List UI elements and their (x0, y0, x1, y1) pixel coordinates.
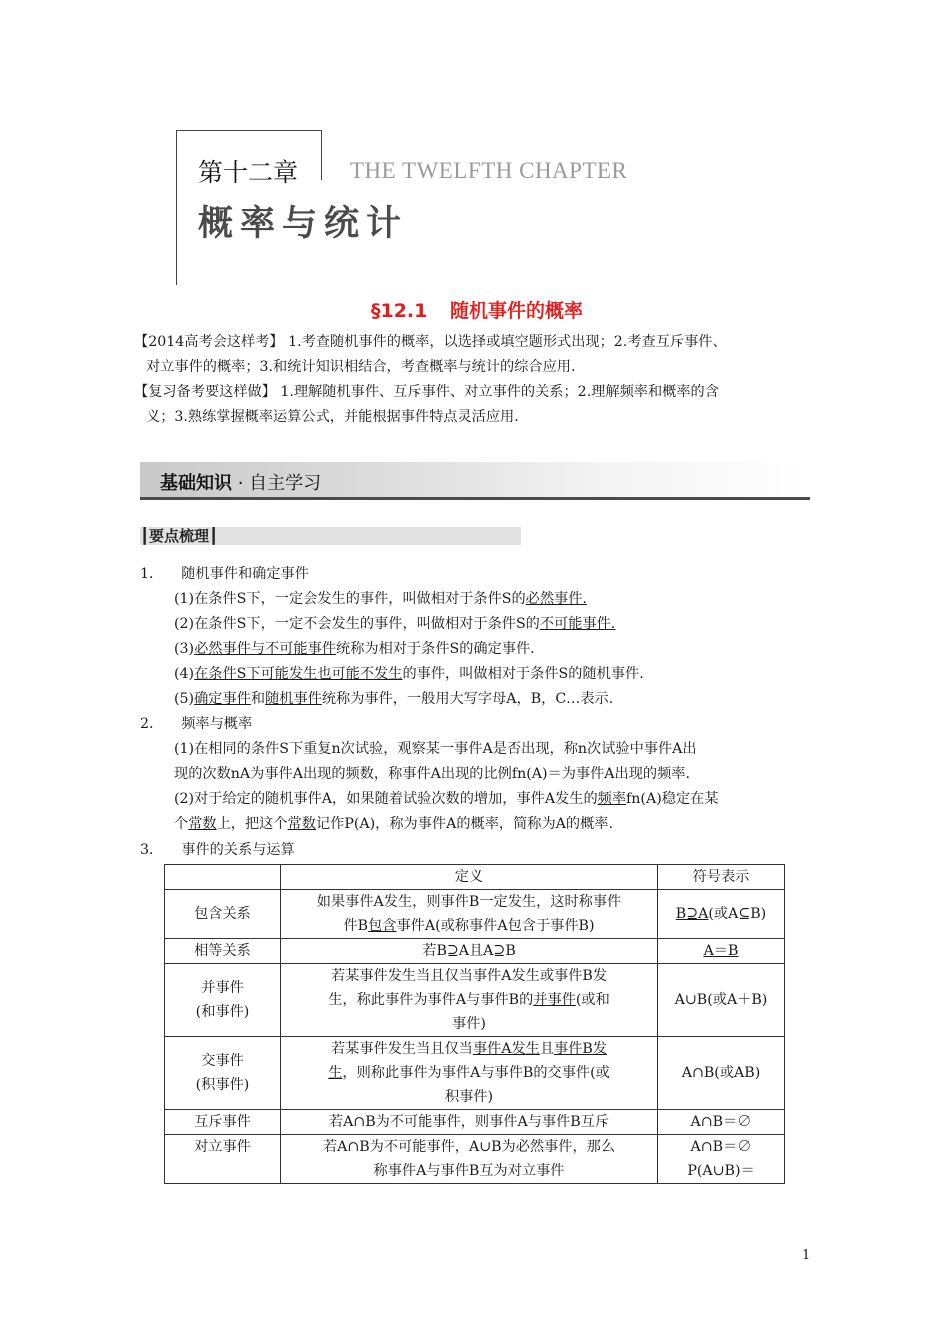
section-name: 随机事件的概率 (450, 300, 584, 322)
table-cell: 并事件 (和事件) (165, 964, 281, 1037)
list-item: (1)在条件S下，一定会发生的事件，叫做相对于条件S的必然事件. (174, 591, 587, 607)
chapter-frame-left (176, 130, 177, 285)
exam-info-line: 对立事件的概率；3.和统计知识相结合，考查概率与统计的综合应用. (146, 359, 576, 375)
table-row (165, 1110, 785, 1135)
table-cell: A＝B (658, 939, 785, 964)
table-header-row (165, 865, 785, 890)
item-3 (140, 838, 295, 863)
table-cell: B⊇A(或A⊆B) (658, 890, 785, 939)
table-row (165, 1037, 785, 1110)
table-header: 符号表示 (658, 865, 785, 890)
exam-info-line: 义；3.熟练掌握概率运算公式，并能根据事件特点灵活应用. (146, 409, 519, 425)
exam-info-line: 【2014高考会这样考】 1.考查随机事件的概率，以选择或填空题形式出现；2.考查互斥事件、 (134, 334, 727, 350)
item-heading: 2． 频率与概率 (140, 716, 253, 732)
list-item: (3)必然事件与不可能事件统称为相对于条件S的确定事件. (174, 641, 535, 657)
list-item: (1)在相同的条件S下重复n次试验，观察某一事件A是否出现，称n次试验中事件A出 (174, 741, 697, 757)
table-cell: A∩B＝∅ P(A∪B)＝ (658, 1135, 785, 1184)
table-cell: A∪B(或A＋B) (658, 964, 785, 1037)
item-2-body (174, 737, 719, 837)
table-cell: 互斥事件 (165, 1110, 281, 1135)
section-title (0, 296, 950, 323)
basics-banner-rule (140, 497, 810, 500)
list-item: (2)对于给定的随机事件A，如果随着试验次数的增加，事件A发生的频率fn(A)稳定在某 (174, 791, 719, 807)
chapter-frame-right (321, 130, 322, 180)
exam-info (134, 330, 812, 430)
table-cell: A∩B＝∅ (658, 1110, 785, 1135)
table-row (165, 890, 785, 939)
basics-banner-text: 基础知识 · 自主学习 (160, 473, 322, 494)
chapter-english: THE TWELFTH CHAPTER (350, 158, 628, 183)
table-cell: 相等关系 (165, 939, 281, 964)
item-1 (140, 562, 309, 587)
table-cell: 若A∩B为不可能事件，则事件A与事件B互斥 (281, 1110, 658, 1135)
exam-info-line: 【复习备考要这样做】 1.理解随机事件、互斥事件、对立事件的关系；2.理解频率和概率的含 (134, 384, 719, 400)
table-cell: 对立事件 (165, 1135, 281, 1184)
section-number: §12.1 (370, 300, 428, 322)
list-item: (4)在条件S下可能发生也可能不发生的事件，叫做相对于条件S的随机事件. (174, 666, 644, 682)
table-cell: 如果事件A发生，则事件B一定发生，这时称事件 件B包含事件A(或称事件A包含于事件B) (281, 890, 658, 939)
table-row (165, 939, 785, 964)
table-cell: 若某事件发生当且仅当事件A发生或事件B发 生，称此事件为事件A与事件B的并事件(或和 事件) (281, 964, 658, 1037)
points-banner-text: ┃要点梳理┃ (140, 527, 219, 545)
page-number: 1 (802, 1248, 811, 1263)
list-item: 现的次数nA为事件A出现的频数，称事件A出现的比例fn(A)＝为事件A出现的频率. (174, 766, 690, 782)
table-cell: 包含关系 (165, 890, 281, 939)
chapter-title: 概率与统计 (198, 204, 409, 244)
list-item: 个常数上，把这个常数记作P(A)，称为事件A的概率，简称为A的概率. (174, 816, 613, 832)
item-heading: 1． 随机事件和确定事件 (140, 566, 309, 582)
table-row (165, 1135, 785, 1184)
list-item: (2)在条件S下，一定不会发生的事件，叫做相对于条件S的不可能事件. (174, 616, 616, 632)
table-cell: 若A∩B为不可能事件，A∪B为必然事件，那么 称事件A与事件B互为对立事件 (281, 1135, 658, 1184)
chapter-frame-top (176, 130, 322, 131)
table-cell: 若B⊇A且A⊇B (281, 939, 658, 964)
item-heading: 3． 事件的关系与运算 (140, 842, 295, 858)
item-1-body (174, 587, 644, 712)
table-cell: 交事件 (积事件) (165, 1037, 281, 1110)
table-row (165, 964, 785, 1037)
item-2 (140, 712, 252, 737)
chapter-label: 第十二章 (198, 158, 299, 187)
list-item: (5)确定事件和随机事件统称为事件，一般用大写字母A，B，C…表示. (174, 691, 614, 707)
table-header: 定义 (281, 865, 658, 890)
event-relations-table (164, 864, 785, 1184)
table-cell: 若某事件发生当且仅当事件A发生且事件B发 生，则称此事件为事件A与事件B的交事件(或 积事件) (281, 1037, 658, 1110)
table-cell: A∩B(或AB) (658, 1037, 785, 1110)
table-header (165, 865, 281, 890)
